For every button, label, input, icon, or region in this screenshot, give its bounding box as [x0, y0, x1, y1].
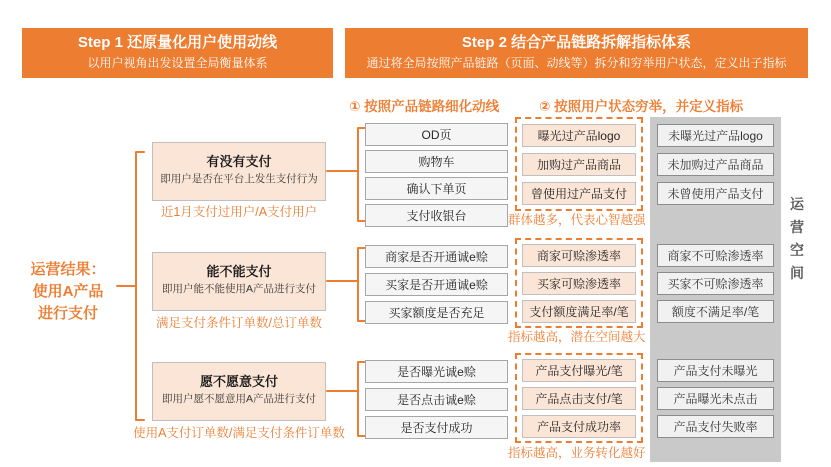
result-label-line3: 进行支付: [37, 305, 98, 322]
question-box-2: [152, 252, 326, 311]
question-desc-3: 即用户愿不愿意用A产品进行支付: [161, 393, 316, 405]
group1-bracket: [358, 128, 365, 221]
step1-subtitle: 以用户视角出发设置全局衡量体系: [87, 56, 268, 70]
step1-header: [22, 28, 333, 78]
left-bracket: [136, 152, 144, 420]
question-title-3: 愿不愿意支付: [199, 374, 278, 389]
column-header-metric: ② 按照用户状态穷举，并定义指标: [539, 99, 744, 114]
funnel-step: 是否支付成功: [365, 416, 508, 439]
formula-1: 近1月支付过用户/A支付用户: [160, 205, 318, 219]
group2-bracket: [358, 248, 365, 321]
question-desc-1: 即用户是否在平台上发生支付行为: [160, 173, 318, 185]
positive-metric: 支付额度满足率/笔: [522, 300, 636, 323]
column-header-path: ① 按照产品链路细化动线: [349, 99, 500, 114]
side-bar-char: 空: [790, 242, 804, 258]
result-label-line1: 运营结果：: [30, 261, 106, 278]
negative-metric: 产品曝光未点击: [657, 387, 774, 410]
group-note-3: 指标越高，业务转化越好: [508, 446, 646, 460]
side-bar-char: 营: [790, 219, 804, 235]
positive-metric: 曾使用过产品支付: [522, 182, 636, 205]
funnel-step: 买家是否开通诚e赊: [365, 273, 508, 296]
question-box-1: [152, 142, 326, 201]
positive-metric: 买家可赊渗透率: [522, 272, 636, 295]
funnel-step: 确认下单页: [365, 177, 508, 200]
positive-metric: 产品点击支付/笔: [522, 387, 636, 410]
funnel-step: 购物车: [365, 150, 508, 173]
result-label: [12, 259, 124, 325]
step2-title: Step 2 结合产品链路拆解指标体系: [461, 34, 692, 51]
funnel-step: 商家是否开通诚e赊: [365, 245, 508, 268]
step2-subtitle: 通过将全局按照产品链路（页面、动线等）拆分和穷举用户状态，定义出子指标: [366, 56, 787, 70]
step2-header: [345, 28, 808, 78]
result-label-line2: 使用A产品: [32, 283, 104, 300]
question-title-1: 有没有支付: [206, 154, 272, 169]
negative-metric: 未曾使用产品支付: [657, 182, 774, 205]
negative-metric: 商家不可赊渗透率: [657, 244, 774, 267]
negative-metric: 未曝光过产品logo: [657, 124, 774, 147]
negative-metric: 产品支付未曝光: [657, 359, 774, 382]
group-note-1: 群体越多，代表心智越强: [508, 213, 646, 227]
positive-metric: 加购过产品商品: [522, 153, 636, 176]
funnel-step: 买家额度是否充足: [365, 301, 508, 324]
funnel-step: 是否曝光诚e赊: [365, 360, 508, 383]
side-bar-char: 运: [790, 196, 804, 212]
funnel-step: OD页: [365, 123, 508, 146]
positive-metric: 曝光过产品logo: [522, 124, 636, 147]
negative-metric: 未加购过产品商品: [657, 153, 774, 176]
positive-metric: 商家可赊渗透率: [522, 244, 636, 267]
funnel-step: 支付收银台: [365, 204, 508, 227]
funnel-step: 是否点击诚e赊: [365, 388, 508, 411]
group3-bracket: [358, 362, 365, 436]
question-desc-2: 即用户能不能使用A产品进行支付: [161, 283, 316, 295]
side-bar-char: 间: [790, 265, 804, 281]
step1-title: Step 1 还原量化用户使用动线: [77, 34, 278, 51]
group-note-2: 指标越高，潜在空间越大: [508, 330, 646, 344]
positive-metric: 产品支付成功率: [522, 415, 636, 438]
question-title-2: 能不能支付: [206, 264, 272, 279]
positive-metric: 产品支付曝光/笔: [522, 359, 636, 382]
side-bar-label: [787, 197, 807, 289]
formula-2: 满足支付条件订单数/总订单数: [156, 316, 322, 330]
negative-metric: 买家不可赊渗透率: [657, 272, 774, 295]
negative-metric: 额度不满足率/笔: [657, 300, 774, 323]
formula-3: 使用A支付订单数/满足支付条件订单数: [133, 426, 345, 440]
question-box-3: [152, 362, 326, 421]
negative-metric: 产品支付失败率: [657, 415, 774, 438]
